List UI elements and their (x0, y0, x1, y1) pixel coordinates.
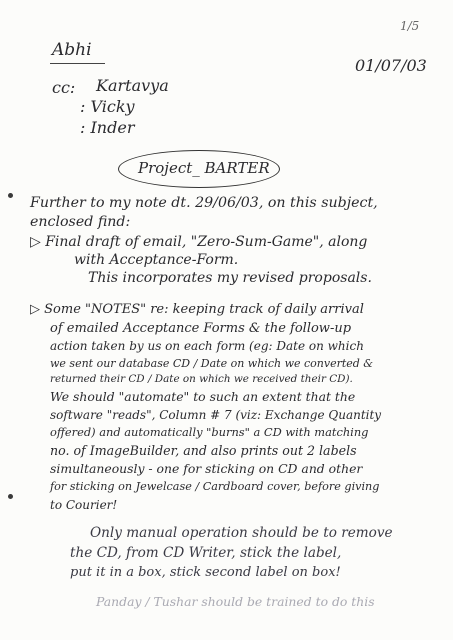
note-line: simultaneously - one for sticking on CD and other (50, 461, 363, 476)
note-line: enclosed find: (30, 214, 131, 230)
page-number: 1/5 (400, 19, 420, 33)
from-name: Abhi (52, 40, 92, 60)
note-line: ▷ Some "NOTES" re: keeping track of daily arrival (30, 302, 364, 317)
cc-name-2: : Vicky (80, 97, 135, 116)
note-line: Only manual operation should be to remove (90, 525, 393, 541)
note-line: action taken by us on each form (eg: Date on which (50, 339, 364, 353)
note-line: to Courier! (50, 498, 118, 512)
note-line: Panday / Tushar should be trained to do this (96, 594, 375, 609)
note-line: of emailed Acceptance Forms & the follow-up (50, 321, 352, 336)
from-underline (50, 63, 105, 64)
note-line: we sent our database CD / Date on which we converted & (50, 357, 374, 370)
note-line: no. of ImageBuilder, and also prints out 2 labels (50, 443, 357, 458)
note-line: ▷ Final draft of email, "Zero-Sum-Game", along (30, 234, 368, 250)
cc-label: cc: (52, 78, 76, 97)
cc-name-1: Kartavya (96, 76, 169, 95)
note-date: 01/07/03 (355, 56, 427, 75)
note-line: We should "automate" to such an extent that the (50, 389, 356, 404)
note-line: put it in a box, stick second label on box! (70, 565, 341, 580)
note-line: offered) and automatically "burns" a CD with matching (50, 425, 369, 439)
note-line: returned their CD / Date on which we received their CD). (50, 373, 353, 385)
punch-hole (8, 193, 13, 198)
note-line: Further to my note dt. 29/06/03, on this subject, (30, 195, 378, 211)
cc-name-3: : Inder (80, 118, 135, 137)
punch-hole (8, 494, 13, 499)
note-line: software "reads", Column # 7 (viz: Exchange Quantity (50, 408, 382, 422)
note-line: with Acceptance-Form. (74, 252, 239, 268)
note-line: the CD, from CD Writer, stick the label, (70, 545, 342, 561)
project-title: Project_ BARTER (138, 159, 270, 177)
note-line: for sticking on Jewelcase / Cardboard cover, before giving (50, 480, 380, 493)
note-line: This incorporates my revised proposals. (88, 270, 372, 286)
